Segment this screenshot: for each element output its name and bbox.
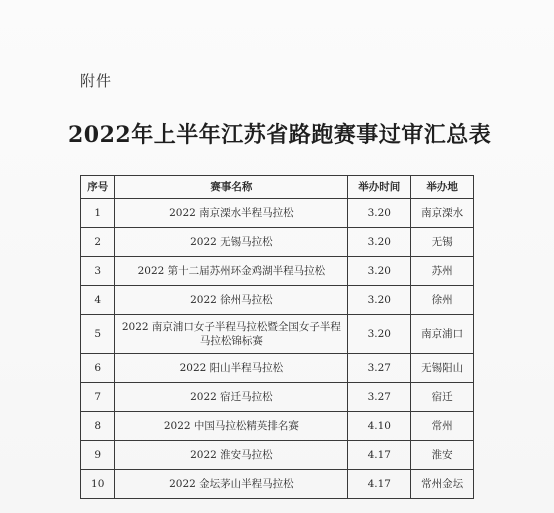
events-table <box>80 175 474 499</box>
cell-no: 10 <box>81 470 115 499</box>
cell-place: 徐州 <box>411 286 474 315</box>
table-row <box>81 441 474 470</box>
table-row <box>81 354 474 383</box>
cell-name: 2022 南京溧水半程马拉松 <box>115 199 348 228</box>
cell-no: 1 <box>81 199 115 228</box>
table-row <box>81 315 474 354</box>
attachment-label: 附件 <box>80 72 113 90</box>
document-title: 2022年上半年江苏省路跑赛事过审汇总表 <box>68 122 492 148</box>
cell-no: 7 <box>81 383 115 412</box>
header-name: 赛事名称 <box>115 176 348 199</box>
table-row <box>81 228 474 257</box>
cell-name: 2022 宿迁马拉松 <box>115 383 348 412</box>
cell-place: 无锡阳山 <box>411 354 474 383</box>
cell-name: 2022 阳山半程马拉松 <box>115 354 348 383</box>
cell-place: 淮安 <box>411 441 474 470</box>
cell-no: 3 <box>81 257 115 286</box>
cell-place: 无锡 <box>411 228 474 257</box>
cell-place: 南京浦口 <box>411 315 474 354</box>
table-row <box>81 412 474 441</box>
table-header-row <box>81 176 474 199</box>
cell-name: 2022 南京浦口女子半程马拉松暨全国女子半程马拉松锦标赛 <box>115 315 348 354</box>
cell-no: 5 <box>81 315 115 354</box>
cell-name: 2022 第十二届苏州环金鸡湖半程马拉松 <box>115 257 348 286</box>
cell-no: 2 <box>81 228 115 257</box>
cell-place: 常州 <box>411 412 474 441</box>
cell-date: 3.20 <box>348 286 411 315</box>
table-row <box>81 470 474 499</box>
cell-place: 南京溧水 <box>411 199 474 228</box>
cell-date: 3.27 <box>348 383 411 412</box>
cell-place: 常州金坛 <box>411 470 474 499</box>
table-row <box>81 286 474 315</box>
cell-date: 4.17 <box>348 470 411 499</box>
header-date: 举办时间 <box>348 176 411 199</box>
cell-date: 3.20 <box>348 228 411 257</box>
cell-date: 3.20 <box>348 199 411 228</box>
cell-name: 2022 无锡马拉松 <box>115 228 348 257</box>
cell-name: 2022 金坛茅山半程马拉松 <box>115 470 348 499</box>
cell-date: 3.20 <box>348 315 411 354</box>
cell-no: 4 <box>81 286 115 315</box>
table-row <box>81 383 474 412</box>
cell-no: 6 <box>81 354 115 383</box>
cell-name: 2022 中国马拉松精英排名赛 <box>115 412 348 441</box>
cell-name: 2022 徐州马拉松 <box>115 286 348 315</box>
header-place: 举办地 <box>411 176 474 199</box>
cell-date: 4.17 <box>348 441 411 470</box>
table-row <box>81 257 474 286</box>
cell-no: 8 <box>81 412 115 441</box>
cell-place: 苏州 <box>411 257 474 286</box>
cell-date: 3.27 <box>348 354 411 383</box>
cell-no: 9 <box>81 441 115 470</box>
header-no: 序号 <box>81 176 115 199</box>
cell-date: 3.20 <box>348 257 411 286</box>
cell-name: 2022 淮安马拉松 <box>115 441 348 470</box>
table-row <box>81 199 474 228</box>
cell-date: 4.10 <box>348 412 411 441</box>
cell-place: 宿迁 <box>411 383 474 412</box>
